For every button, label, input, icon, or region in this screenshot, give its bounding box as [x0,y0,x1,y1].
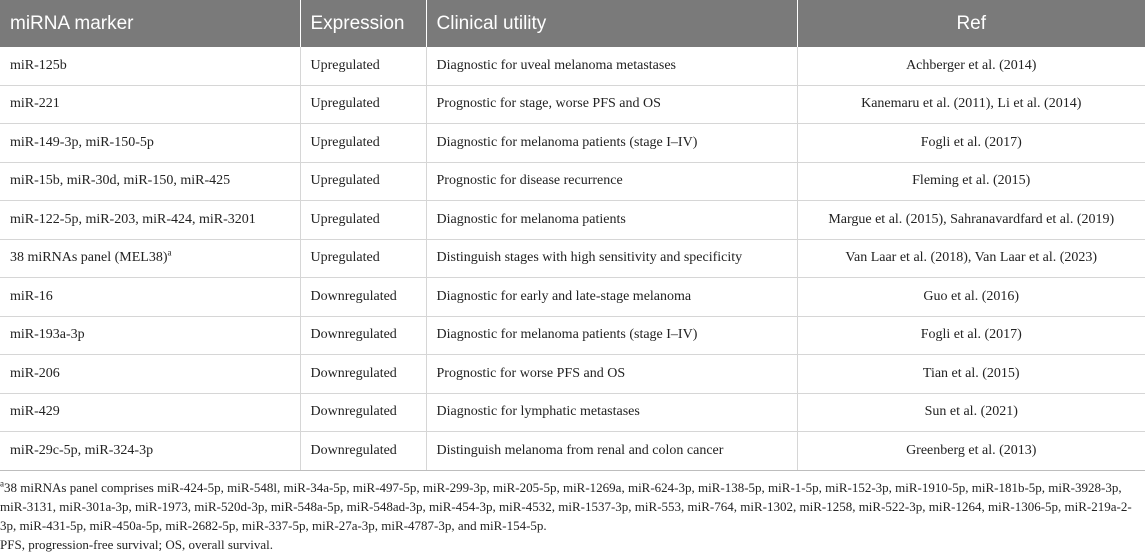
cell-utility: Prognostic for stage, worse PFS and OS [426,85,797,124]
header-mirna-marker: miRNA marker [0,0,300,47]
header-expression: Expression [300,0,426,47]
table-row [0,278,1145,317]
cell-expression: Upregulated [300,201,426,240]
cell-expression: Downregulated [300,355,426,394]
cell-marker: miR-221 [0,85,300,124]
table-row [0,85,1145,124]
cell-marker: miR-29c-5p, miR-324-3p [0,432,300,471]
cell-expression: Upregulated [300,85,426,124]
cell-expression: Upregulated [300,239,426,278]
cell-ref: Margue et al. (2015), Sahranavardfard et al. (2019) [797,201,1145,240]
cell-ref: Tian et al. (2015) [797,355,1145,394]
table-row [0,316,1145,355]
footnote-a [0,478,1140,535]
table-row [0,162,1145,201]
footnote-ref-a: a [167,247,172,258]
cell-expression: Downregulated [300,316,426,355]
header-clinical-utility: Clinical utility [426,0,797,47]
cell-marker: miR-206 [0,355,300,394]
header-ref: Ref [797,0,1145,47]
cell-expression: Downregulated [300,393,426,432]
cell-expression: Downregulated [300,278,426,317]
cell-marker: miR-149-3p, miR-150-5p [0,124,300,163]
footnote-a-text: 38 miRNAs panel comprises miR-424-5p, miR-548l, miR-34a-5p, miR-497-5p, miR-299-3p, miR-205-5p, miR-1269a, miR-624-3p, miR-138-5p, miR-1-5p, miR-152-3p, miR-1910-5p, miR-181b-5p, miR-3928-3p, miR-3131, miR-301a-3p, miR-1973, miR-520d-3p, miR-548a-5p, miR-548ad-3p, miR-454-3p, miR-4532, miR-1537-3p, miR-553, miR-764, miR-1302, miR-1258, miR-522-3p, miR-1264, miR-1306-5p, miR-219a-2-3p, miR-431-5p, miR-450a-5p, miR-2682-5p, miR-337-5p, miR-27a-3p, miR-4787-3p, and miR-154-5p. [0,480,1132,533]
cell-expression: Downregulated [300,432,426,471]
cell-marker [0,239,300,278]
table-row [0,355,1145,394]
cell-ref: Fogli et al. (2017) [797,124,1145,163]
cell-ref: Sun et al. (2021) [797,393,1145,432]
cell-marker: miR-193a-3p [0,316,300,355]
cell-utility: Diagnostic for lymphatic metastases [426,393,797,432]
table-row [0,393,1145,432]
cell-marker: miR-122-5p, miR-203, miR-424, miR-3201 [0,201,300,240]
table-row [0,201,1145,240]
cell-ref: Fleming et al. (2015) [797,162,1145,201]
cell-marker: miR-16 [0,278,300,317]
table-row [0,124,1145,163]
cell-ref: Greenberg et al. (2013) [797,432,1145,471]
table-row [0,239,1145,278]
table-row [0,47,1145,85]
cell-utility: Diagnostic for early and late-stage melanoma [426,278,797,317]
cell-expression: Upregulated [300,47,426,85]
cell-ref: Fogli et al. (2017) [797,316,1145,355]
cell-expression: Upregulated [300,124,426,163]
cell-utility: Prognostic for disease recurrence [426,162,797,201]
footnote-a-marker: a [0,478,4,489]
cell-ref: Guo et al. (2016) [797,278,1145,317]
cell-utility: Diagnostic for melanoma patients [426,201,797,240]
cell-utility: Diagnostic for melanoma patients (stage I–IV) [426,316,797,355]
cell-utility: Prognostic for worse PFS and OS [426,355,797,394]
cell-utility: Diagnostic for melanoma patients (stage I–IV) [426,124,797,163]
cell-marker: miR-429 [0,393,300,432]
cell-utility: Distinguish melanoma from renal and colon cancer [426,432,797,471]
marker-text: 38 miRNAs panel (MEL38) [10,250,168,266]
cell-ref: Kanemaru et al. (2011), Li et al. (2014) [797,85,1145,124]
cell-utility: Diagnostic for uveal melanoma metastases [426,47,797,85]
cell-expression: Upregulated [300,162,426,201]
cell-ref: Achberger et al. (2014) [797,47,1145,85]
cell-utility: Distinguish stages with high sensitivity and specificity [426,239,797,278]
cell-marker: miR-15b, miR-30d, miR-150, miR-425 [0,162,300,201]
cell-marker: miR-125b [0,47,300,85]
table-footnotes [0,478,1140,554]
table-row [0,432,1145,471]
footnote-abbreviations: PFS, progression-free survival; OS, overall survival. [0,537,273,552]
cell-ref: Van Laar et al. (2018), Van Laar et al. (2023) [797,239,1145,278]
header-row [0,0,1145,47]
